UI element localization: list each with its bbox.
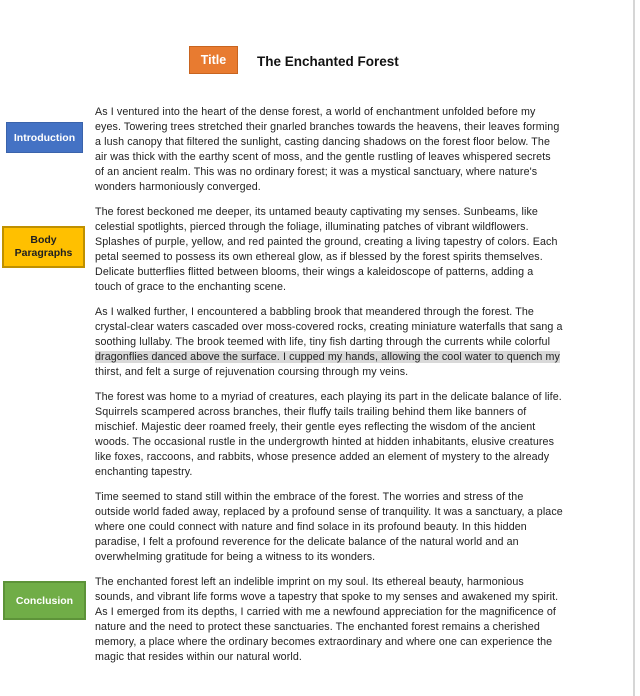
essay-text-line: of an ancient realm. This was no ordinary forest; it was a mystical sanctuary, where nature's	[95, 166, 538, 178]
essay-text-line: touch of grace to the enchanting scene.	[95, 281, 287, 293]
essay-paragraph	[95, 105, 595, 195]
title-callout-label: Title	[200, 53, 227, 67]
conclusion-callout-label: Conclusion	[15, 594, 74, 607]
essay-text-line: magic that resides within our natural world.	[95, 651, 302, 663]
essay-text-line: Splashes of purple, yellow, and red painted the ground, creating a living tapestry of colors. Each	[95, 236, 558, 248]
essay-text-line: paradise, I felt a profound reverence for the delicate balance of the natural world and an	[95, 536, 519, 548]
essay-paragraph	[95, 305, 595, 380]
body-paragraphs-callout-box[interactable]	[2, 226, 85, 268]
essay-text-line: The forest beckoned me deeper, its untamed beauty captivating my senses. Sunbeams, like	[95, 206, 538, 218]
essay-text-line: As I ventured into the heart of the dense forest, a world of enchantment unfolded before my	[95, 106, 536, 118]
essay-text-line: thirst, and felt a surge of rejuvenation coursing through my veins.	[95, 366, 409, 378]
body-paragraphs-callout-label: Body Paragraphs	[14, 234, 73, 259]
essay-text-line: mischief. Majestic deer roamed freely, their gentle eyes reflecting the wisdom of the ancient	[95, 421, 536, 433]
essay-text-line: memory, a place where the ordinary becomes extraordinary and where one can experience the	[95, 636, 553, 648]
conclusion-callout-box[interactable]	[3, 581, 86, 620]
essay-text-line: The enchanted forest left an indelible imprint on my soul. Its ethereal beauty, harmonious	[95, 576, 524, 588]
essay-text-line: like foxes, raccoons, and rabbits, whose presence added an element of mystery to the already	[95, 451, 550, 463]
essay-text-line: enchanting tapestry.	[95, 466, 193, 478]
essay-text-line: petal seemed to possess its own ethereal glow, as if blessed by the forest spirits themselves.	[95, 251, 543, 263]
page-edge	[633, 0, 635, 696]
essay-text-line: woods. The occasional rustle in the undergrowth hinted at hidden inhabitants, elusive creatures	[95, 436, 555, 448]
essay-text-line: sounds, and vibrant life forms wove a tapestry that spoke to my senses and awakened my spirit.	[95, 591, 559, 603]
essay-body	[95, 105, 595, 675]
essay-text-line: As I emerged from its depths, I carried with me a newfound appreciation for the magnificence of	[95, 606, 556, 618]
essay-text-line: air was thick with the earthy scent of moss, and the gentle rustling of leaves whispered secrets	[95, 151, 551, 163]
essay-text-line: As I walked further, I encountered a babbling brook that meandered through the forest. The	[95, 306, 534, 318]
essay-text-line: wonders harmoniously converged.	[95, 181, 261, 193]
essay-text-line: crystal-clear waters cascaded over moss-covered rocks, creating miniature waterfalls that sang a	[95, 321, 563, 333]
introduction-callout-label: Introduction	[13, 131, 76, 144]
essay-text-line: nature and the need to protect these sanctuaries. The enchanted forest remains a cherished	[95, 621, 540, 633]
essay-text-line: where one could connect with nature and find solace in its profound beauty. In this hidden	[95, 521, 527, 533]
essay-text-line: a lush canopy that filtered the sunlight, casting dancing shadows on the forest floor below. The	[95, 136, 550, 148]
essay-paragraph	[95, 205, 595, 295]
essay-text-line: overwhelming gratitude for being a witness to its wonders.	[95, 551, 376, 563]
essay-text-line: Delicate butterflies flitted between blooms, their wings a kaleidoscope of patterns, adding a	[95, 266, 534, 278]
introduction-callout-box[interactable]	[6, 122, 83, 153]
essay-text-line: Squirrels scampered across branches, their fluffy tails trailing behind them like banners of	[95, 406, 527, 418]
essay-text-line: soothing lullaby. The brook teemed with life, tiny fish darting through the currents while colorful	[95, 336, 551, 348]
essay-paragraph	[95, 490, 595, 565]
essay-paragraph	[95, 390, 595, 480]
title-callout-box[interactable]	[189, 46, 238, 74]
essay-text-line: eyes. Towering trees stretched their gnarled branches towards the heavens, their leaves forming	[95, 121, 560, 133]
essay-text-line: The forest was home to a myriad of creatures, each playing its part in the delicate balance of life.	[95, 391, 562, 403]
essay-text-line: celestial spotlights, pierced through the foliage, illuminating patches of vibrant wildflowers.	[95, 221, 529, 233]
essay-text-line: Time seemed to stand still within the embrace of the forest. The worries and stress of the	[95, 491, 524, 503]
essay-text-line: outside world faded away, replaced by a profound sense of tranquility. It was a sanctuary, a place	[95, 506, 563, 518]
essay-paragraph	[95, 575, 595, 665]
highlighted-text-line: dragonflies danced above the surface. I cupped my hands, allowing the cool water to quench my	[95, 351, 560, 363]
document-title: The Enchanted Forest	[257, 54, 399, 69]
